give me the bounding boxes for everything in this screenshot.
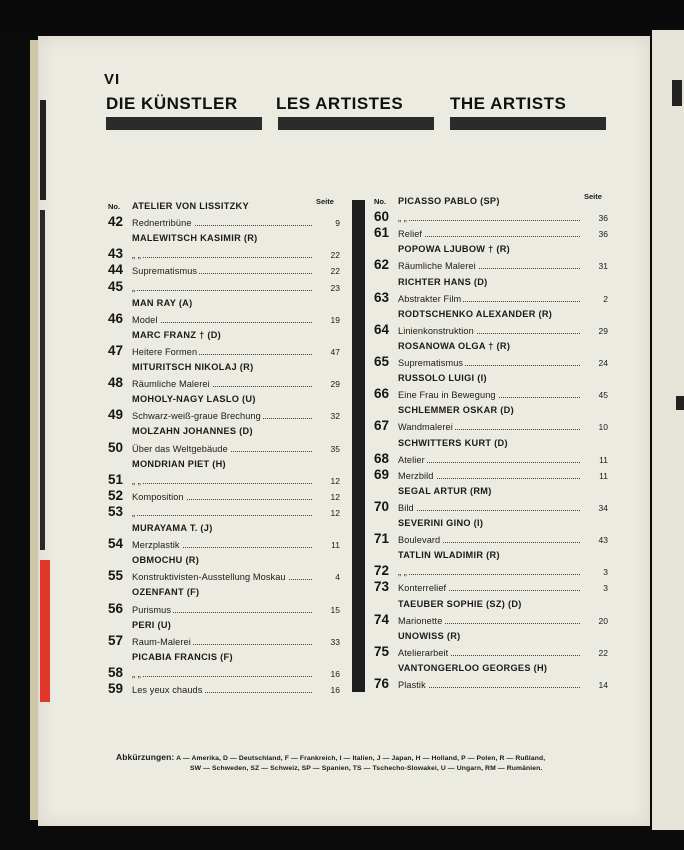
- work-title: Linienkonstruktion: [398, 325, 474, 336]
- work-title-wrap: [132, 508, 137, 518]
- work-title: „ „: [398, 567, 407, 578]
- artist-name: MOLZAHN JOHANNES (D): [132, 426, 253, 437]
- work-title: Heitere Formen: [132, 346, 198, 357]
- page-reference: 33: [330, 636, 340, 647]
- next-page-tab-2: [676, 396, 684, 410]
- seite-label: Seite: [584, 192, 602, 201]
- leader-dots: [402, 462, 580, 463]
- work-title-wrap: [398, 213, 409, 223]
- artist-name: PICASSO PABLO (SP): [398, 196, 500, 206]
- page-reference: 12: [330, 491, 340, 502]
- work-number: 72: [374, 563, 390, 579]
- abbreviations-label: Abkürzungen:: [116, 752, 175, 762]
- artist-name: MAN RAY (A): [132, 297, 193, 308]
- work-row: [374, 644, 610, 660]
- work-row: [108, 343, 342, 359]
- work-number: 45: [108, 278, 124, 294]
- background: [0, 0, 684, 36]
- work-title: Suprematismus: [132, 266, 198, 277]
- leader-dots: [402, 220, 580, 221]
- page-reference: 11: [599, 470, 608, 481]
- artist-name: RUSSOLO LUIGI (I): [398, 373, 487, 384]
- leader-dots: [136, 290, 312, 291]
- work-row: [108, 504, 342, 520]
- artist-row: [108, 359, 342, 375]
- page-reference: 19: [330, 314, 340, 325]
- artist-row: [374, 193, 610, 209]
- work-number: 61: [374, 225, 390, 241]
- work-number: 55: [108, 568, 124, 584]
- work-title-wrap: [398, 648, 450, 658]
- header-german: DIE KÜNSTLER: [106, 94, 238, 113]
- next-page-edge: [652, 30, 684, 830]
- work-title-wrap: [132, 347, 199, 357]
- page-reference: 10: [598, 422, 608, 433]
- work-row: [108, 311, 342, 327]
- artist-row: [108, 198, 342, 214]
- work-row: [108, 601, 342, 617]
- leader-dots: [402, 236, 580, 237]
- work-title-wrap: [132, 540, 182, 550]
- page-number: VI: [104, 71, 121, 88]
- artist-row: [108, 649, 342, 665]
- artist-name: RICHTER HANS (D): [398, 276, 488, 287]
- abbreviations-line-1: [116, 752, 545, 762]
- work-row: [374, 676, 610, 692]
- work-title: „ „: [132, 475, 141, 486]
- page-reference: 12: [330, 507, 340, 518]
- header-bar-german: [106, 117, 262, 130]
- header-bar-french: [278, 117, 434, 130]
- work-title: Relief: [398, 229, 423, 240]
- abbreviations-text-1: A — Amerika, D — Deutschland, F — Frankreich, I — Italien, J — Japan, H — Holland, P — Polen, R — Rußland,: [176, 755, 546, 762]
- work-title: „ „: [398, 213, 407, 224]
- work-number: 65: [374, 354, 390, 369]
- work-title: Räumliche Malerei: [398, 261, 476, 272]
- work-number: 71: [374, 531, 390, 547]
- work-title-wrap: [398, 567, 409, 577]
- work-row: [108, 375, 342, 391]
- work-number: 44: [108, 262, 124, 278]
- work-row: [374, 612, 610, 628]
- work-row: [374, 579, 610, 595]
- work-title-wrap: [398, 455, 427, 465]
- artist-row: [108, 520, 342, 536]
- leader-dots: [136, 257, 312, 258]
- work-number: 70: [374, 498, 390, 514]
- artist-row: [374, 241, 610, 257]
- work-number: 73: [374, 579, 390, 595]
- page-reference: 4: [335, 572, 340, 583]
- artist-name: MURAYAMA T. (J): [132, 523, 213, 533]
- page-reference: 14: [598, 680, 608, 690]
- artist-row: [374, 596, 610, 612]
- work-row: [108, 633, 342, 649]
- artist-row: [374, 628, 610, 644]
- work-number: 50: [108, 439, 124, 455]
- work-title: Purismus: [132, 604, 172, 615]
- work-row: [374, 290, 610, 306]
- work-row: [374, 531, 610, 547]
- work-row: [374, 467, 610, 483]
- work-row: [108, 440, 342, 456]
- work-number: 69: [374, 466, 390, 482]
- artist-name: MOHOLY-NAGY LASLO (U): [132, 394, 256, 405]
- page-reference: 22: [598, 647, 608, 658]
- work-number: 47: [108, 342, 124, 358]
- work-title-wrap: [398, 680, 428, 690]
- work-number: 64: [374, 321, 390, 337]
- work-row: [108, 536, 342, 552]
- artist-row: [108, 327, 342, 343]
- leader-dots: [136, 515, 312, 516]
- work-row: [108, 246, 342, 262]
- work-title: Les yeux chauds: [132, 685, 203, 695]
- work-number: 54: [108, 536, 124, 552]
- artist-row: [108, 552, 342, 568]
- work-row: [374, 563, 610, 579]
- work-title-wrap: [398, 358, 465, 368]
- work-title: Suprematismus: [398, 358, 464, 368]
- artist-name: OBMOCHU (R): [132, 555, 200, 566]
- work-number: 62: [374, 257, 390, 273]
- work-number: 49: [108, 407, 124, 423]
- work-row: [374, 418, 610, 434]
- artist-name: UNOWISS (R): [398, 630, 461, 641]
- page-reference: 29: [330, 379, 340, 390]
- page-reference: 34: [598, 502, 608, 513]
- work-title-wrap: [398, 294, 463, 304]
- work-number: 59: [108, 681, 124, 696]
- work-title-wrap: [132, 605, 173, 615]
- work-title: Konterrelief: [398, 583, 447, 594]
- work-title: Konstruktivisten-Ausstellung Moskau: [132, 572, 286, 583]
- column-divider: [352, 200, 365, 692]
- page-reference: 9: [335, 218, 340, 229]
- page-reference: 47: [330, 346, 340, 357]
- work-title-wrap: [132, 637, 193, 647]
- work-title: Wandmalerei: [398, 422, 453, 433]
- work-title-wrap: [398, 422, 455, 432]
- header-english: THE ARTISTS: [450, 94, 567, 113]
- abbreviations-line-2: SW — Schweden, SZ — Schweiz, SP — Spanien, TS — Tschecho-Slowakei, U — Ungarn, RM — Rumänien.: [190, 765, 543, 772]
- work-title-wrap: [398, 229, 424, 239]
- work-title: Marionette: [398, 615, 443, 626]
- work-title: „: [132, 282, 136, 293]
- work-title-wrap: [132, 492, 186, 502]
- artist-name: SCHLEMMER OSKAR (D): [398, 405, 514, 416]
- work-number: 53: [108, 503, 124, 519]
- artist-name: TATLIN WLADIMIR (R): [398, 550, 500, 561]
- page-edge-dark-stripe: [40, 210, 45, 550]
- work-row: [108, 262, 342, 278]
- work-row: [108, 568, 342, 584]
- page-reference: 29: [598, 325, 608, 336]
- work-title: Plastik: [398, 680, 426, 690]
- work-title: Eine Frau in Bewegung: [398, 390, 496, 401]
- artist-row: [374, 483, 610, 499]
- artist-name: ROSANOWA OLGA † (R): [398, 340, 511, 351]
- work-title: „: [132, 507, 136, 518]
- artist-row: [374, 370, 610, 386]
- artist-name: TAEUBER SOPHIE (SZ) (D): [398, 598, 522, 609]
- work-number: 68: [374, 450, 390, 466]
- work-title-wrap: [132, 283, 137, 293]
- work-title: Abstrakter Film: [398, 293, 462, 304]
- artist-name: PERI (U): [132, 619, 172, 630]
- artist-name: POPOWA LJUBOW † (R): [398, 244, 511, 255]
- work-row: [108, 407, 342, 423]
- artist-row: [108, 617, 342, 633]
- artist-row: [108, 456, 342, 472]
- artist-name: MONDRIAN PIET (H): [132, 458, 226, 469]
- leader-dots: [136, 676, 312, 677]
- artist-row: [108, 295, 342, 311]
- work-title-wrap: [398, 503, 416, 513]
- page-reference: 36: [598, 213, 608, 224]
- work-number: 75: [374, 643, 390, 659]
- seite-label: Seite: [316, 197, 334, 206]
- work-number: 52: [108, 487, 124, 503]
- work-number: 66: [374, 386, 390, 402]
- artist-row: [374, 660, 610, 676]
- page-reference: 15: [330, 604, 340, 615]
- page-reference: 16: [330, 668, 340, 679]
- work-title: Raum-Malerei: [132, 636, 191, 647]
- work-title-wrap: [398, 261, 478, 271]
- page-reference: 23: [330, 282, 340, 293]
- page-edge-black-stripe: [40, 100, 46, 200]
- artist-row: [108, 584, 342, 600]
- work-title: Merzplastik: [132, 540, 180, 551]
- artist-row: [374, 402, 610, 418]
- work-title: „ „: [132, 668, 141, 679]
- work-title: Atelierarbeit: [398, 647, 449, 658]
- leader-dots: [136, 322, 312, 323]
- work-title: Model: [132, 314, 158, 325]
- work-title-wrap: [398, 535, 442, 545]
- work-title: Schwarz-weiß-graue Brechung: [132, 411, 261, 422]
- next-page-tab: [672, 80, 682, 106]
- work-title: Boulevard: [398, 535, 441, 546]
- work-title-wrap: [398, 471, 436, 481]
- page-reference: 2: [603, 293, 608, 304]
- artist-name: MARC FRANZ † (D): [132, 329, 222, 340]
- page-reference: 43: [598, 535, 608, 546]
- work-row: [108, 665, 342, 681]
- leader-dots: [136, 483, 312, 484]
- work-title: Bild: [398, 502, 414, 513]
- no-label: No.: [374, 197, 387, 206]
- artist-name: MALEWITSCH KASIMIR (R): [132, 233, 258, 244]
- work-number: 56: [108, 600, 124, 616]
- leader-dots: [402, 510, 580, 511]
- work-title-wrap: [132, 250, 143, 260]
- artist-row: [374, 547, 610, 563]
- work-number: 57: [108, 632, 124, 648]
- work-title-wrap: [132, 218, 194, 228]
- work-title: Atelier: [398, 454, 425, 465]
- page-reference: 36: [598, 229, 608, 240]
- work-number: 67: [374, 418, 390, 434]
- work-number: 58: [108, 664, 124, 680]
- page-reference: 22: [330, 250, 340, 261]
- work-row: [108, 279, 342, 295]
- work-row: [108, 488, 342, 504]
- work-row: [108, 681, 342, 697]
- work-title-wrap: [398, 583, 448, 593]
- artist-name: PICABIA FRANCIS (F): [132, 651, 233, 662]
- work-number: 43: [108, 246, 124, 262]
- work-number: 74: [374, 611, 390, 627]
- work-title-wrap: [132, 572, 288, 582]
- leader-dots: [402, 574, 580, 575]
- artist-row: [108, 230, 342, 246]
- work-number: 76: [374, 676, 390, 691]
- work-title: Rednertribüne: [132, 218, 192, 229]
- work-title: Über das Weltgebäude: [132, 443, 228, 454]
- artist-row: [108, 423, 342, 439]
- artist-row: [374, 306, 610, 322]
- header-french: LES ARTISTES: [276, 94, 404, 113]
- work-title-wrap: [398, 390, 498, 400]
- work-row: [374, 209, 610, 225]
- artist-row: [374, 515, 610, 531]
- work-number: 42: [108, 214, 124, 230]
- page-reference: 3: [603, 567, 608, 578]
- page-reference: 12: [330, 475, 340, 486]
- work-title-wrap: [132, 315, 160, 325]
- work-title-wrap: [132, 379, 212, 389]
- page-reference: 24: [598, 358, 608, 368]
- work-row: [374, 354, 610, 370]
- header-bar-english: [450, 117, 606, 130]
- page-reference: 16: [330, 685, 340, 695]
- leader-dots: [402, 687, 580, 688]
- work-title-wrap: [398, 326, 476, 336]
- work-title-wrap: [132, 669, 143, 679]
- work-number: 48: [108, 375, 124, 391]
- work-row: [374, 225, 610, 241]
- page-reference: 32: [330, 411, 340, 422]
- artist-name: VANTONGERLOO GEORGES (H): [398, 662, 548, 673]
- work-number: 60: [374, 209, 390, 225]
- work-row: [374, 451, 610, 467]
- no-label: No.: [108, 202, 121, 211]
- page-reference: 45: [598, 390, 608, 401]
- work-row: [108, 214, 342, 230]
- artist-row: [374, 435, 610, 451]
- work-number: 63: [374, 289, 390, 305]
- work-title-wrap: [398, 616, 444, 626]
- work-title-wrap: [132, 444, 230, 454]
- work-number: 46: [108, 310, 124, 326]
- work-title: „ „: [132, 250, 141, 261]
- page-reference: 11: [331, 540, 340, 551]
- work-title-wrap: [132, 266, 199, 276]
- work-row: [374, 322, 610, 338]
- artist-name: SEVERINI GINO (I): [398, 518, 484, 528]
- page-edge-red-stripe: [40, 560, 50, 702]
- artist-row: [374, 274, 610, 290]
- artist-name: ATELIER VON LISSITZKY: [132, 201, 249, 211]
- work-row: [374, 386, 610, 402]
- page-reference: 11: [599, 454, 608, 465]
- artist-name: MITURITSCH NIKOLAJ (R): [132, 362, 254, 372]
- work-title-wrap: [132, 411, 263, 421]
- page-reference: 22: [330, 266, 340, 277]
- work-title: Räumliche Malerei: [132, 379, 210, 390]
- artist-name: OZENFANT (F): [132, 587, 200, 598]
- artist-row: [108, 391, 342, 407]
- artist-name: SCHWITTERS KURT (D): [398, 437, 508, 448]
- work-number: 51: [108, 471, 124, 487]
- work-row: [374, 257, 610, 273]
- work-title-wrap: [132, 685, 204, 695]
- work-title-wrap: [132, 476, 143, 486]
- artist-row: [374, 338, 610, 354]
- page-reference: 3: [603, 583, 608, 594]
- artist-name: RODTSCHENKO ALEXANDER (R): [398, 308, 553, 319]
- artist-name: SEGAL ARTUR (RM): [398, 485, 492, 496]
- work-row: [374, 499, 610, 515]
- page-reference: 20: [598, 615, 608, 626]
- page-reference: 31: [598, 261, 608, 272]
- page-reference: 35: [330, 443, 340, 454]
- work-row: [108, 472, 342, 488]
- work-title: Komposition: [132, 491, 184, 502]
- work-title: Merzbild: [398, 470, 434, 481]
